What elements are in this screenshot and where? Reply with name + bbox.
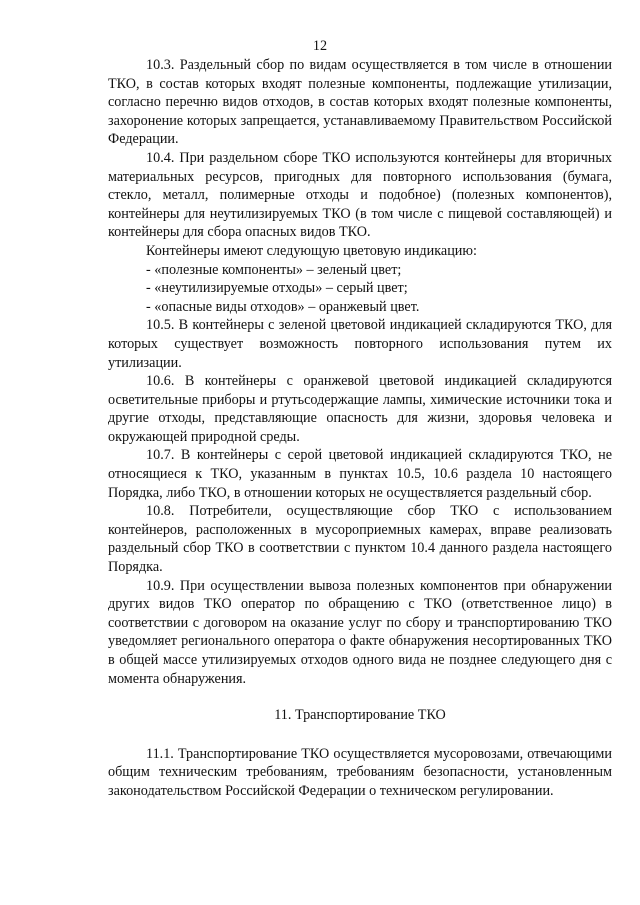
paragraph-10-5: 10.5. В контейнеры с зеленой цветовой индикацией складируются ТКО, для которых существует возможность повторного использования путем их утилизации. — [108, 317, 612, 371]
paragraph-11-1: 11.1. Транспортирование ТКО осуществляется мусоровозами, отвечающими общим техническим требованиям, требованиям безопасности, установленным законодательством Российской Федерации о техническом регулировании. — [108, 745, 612, 799]
paragraph-10-4: 10.4. При раздельном сборе ТКО используются контейнеры для вторичных материальных ресурсов, пригодных для повторного использования (бумага, стекло, металл, полимерные отходы и подобное) (полезных компонентов), контейнеры для неутилизируемых ТКО (в том числе с пищевой составляющей) и контейнеры для сбора опасных видов ТКО. — [108, 149, 612, 241]
list-item-gray: - «неутилизируемые отходы» – серый цвет; — [146, 280, 408, 297]
paragraph-10-8: 10.8. Потребители, осуществляющие сбор ТКО с использованием контейнеров, расположенных в мусороприемных камерах, вправе реализовать раздельный сбор ТКО в соответствии с пунктом 10.4 данного раздела настоящего Порядка. — [108, 503, 612, 576]
paragraph-10-3: 10.3. Раздельный сбор по видам осуществляется в том числе в отношении ТКО, в состав которых входят полезные компоненты, подлежащие утилизации, согласно перечню видов отходов, в состав которых входят полезные компоненты, захоронение которых запрещается, устанавливаемому Правительством Российской Федерации. — [108, 57, 612, 148]
list-item-orange: - «опасные виды отходов» – оранжевый цвет. — [146, 298, 420, 315]
paragraph-10-6: 10.6. В контейнеры с оранжевой цветовой индикацией складируются осветительные приборы и ртутьсодержащие лампы, химические источники тока и другие отходы, представляющие опасность для жизни, здоровья человека и окружающей природной среды. — [108, 373, 612, 445]
list-item-green: - «полезные компоненты» – зеленый цвет; — [146, 261, 402, 278]
paragraph-10-7: 10.7. В контейнеры с серой цветовой индикацией складируются ТКО, не относящиеся к ТКО, указанным в пунктах 10.5, 10.6 раздела 10 настоящего Порядка, либо ТКО, в отношении которых не осуществляется раздельный сбор. — [108, 447, 612, 501]
containers-intro: Контейнеры имеют следующую цветовую индикацию: — [146, 242, 477, 259]
page-number: 12 — [312, 38, 328, 54]
document-body — [108, 56, 612, 801]
section-11-heading: 11. Транспортирование ТКО — [274, 707, 446, 724]
paragraph-10-9: 10.9. При осуществлении вывоза полезных компонентов при обнаружении других видов ТКО оператор по обращению с ТКО (ответственное лицо) в соответствии с договором на оказание услуг по сбору и транспортированию ТКО уведомляет регионального оператора о факте обнаружения несортированных ТКО в общей массе утилизируемых отходов одного вида не позднее следующего дня с момента обнаружения. — [108, 577, 612, 687]
